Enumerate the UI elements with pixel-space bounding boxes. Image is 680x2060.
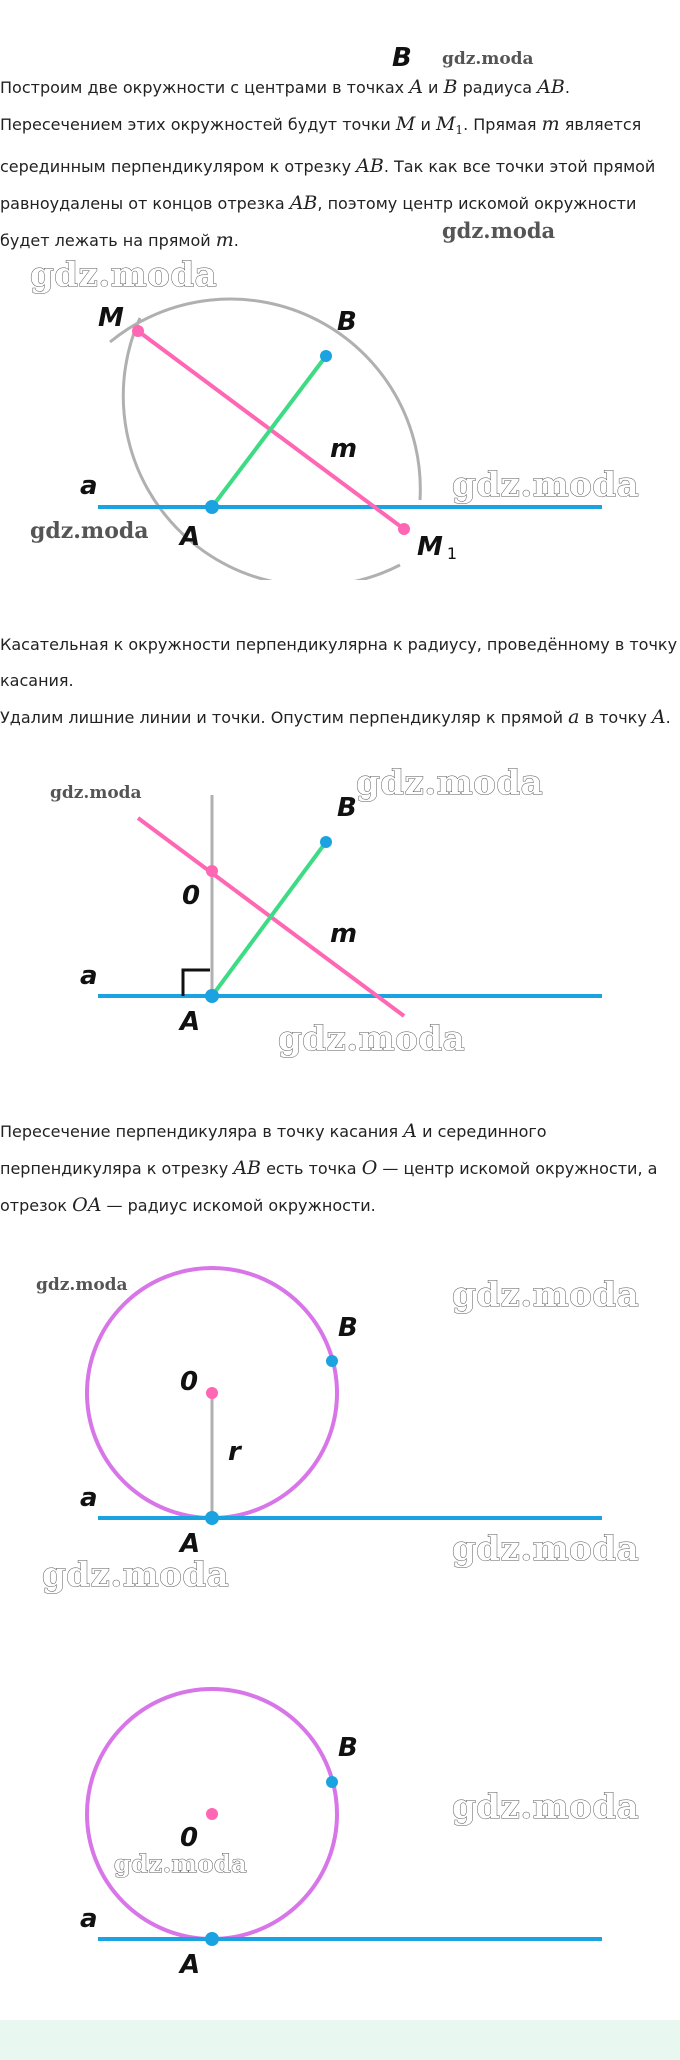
point-o [206, 1387, 218, 1399]
watermark: gdz.moda [36, 1275, 128, 1295]
label-a-point: A [180, 1950, 201, 1980]
label-m1-point: M 1 [417, 532, 458, 563]
label-b-top: B [392, 43, 412, 70]
watermark: gdz.moda [452, 465, 640, 505]
text-line: перпендикуляра к отрезку AB есть точка O — центр искомой окружности, а [0, 1157, 658, 1179]
label-b: B [337, 793, 357, 823]
label-m-point: M [98, 303, 124, 333]
label-a-line: a [80, 471, 98, 501]
top-label-area [0, 0, 680, 70]
watermark: gdz.moda [42, 1555, 230, 1595]
perpendicular-m [212, 842, 326, 996]
label-b: B [338, 1313, 358, 1343]
figure-3 [0, 1250, 680, 1600]
text-line: Удалим лишние линии и точки. Опустим перпендикуляр к прямой a в точку A. [0, 706, 671, 728]
paragraph-tangent [0, 627, 680, 736]
label-a-line: a [80, 961, 98, 991]
paragraph-center [0, 1113, 680, 1224]
point-a [205, 1932, 219, 1946]
figure-4 [0, 1680, 680, 2020]
watermark: gdz.moda [452, 1275, 640, 1315]
text-line: отрезок OA — радиус искомой окружности. [0, 1194, 376, 1216]
label-o: 0 [180, 1823, 199, 1853]
watermark: gdz.moda [452, 1529, 640, 1569]
point-b [326, 1355, 338, 1367]
label-a-line: a [80, 1483, 98, 1513]
label-m-line: m [330, 919, 358, 949]
watermark: gdz.moda [114, 1849, 248, 1878]
label-o: 0 [180, 1367, 199, 1397]
watermark: gdz.moda [30, 255, 218, 295]
figure-2 [0, 760, 680, 1070]
text-line: Построим две окружности с центрами в точках A и B радиуса AB. [0, 76, 570, 98]
watermark-row [0, 214, 680, 244]
watermark: gdz.moda [442, 218, 556, 243]
right-angle-mark [183, 970, 210, 996]
text-line: серединным перпендикуляром к отрезку AB. Так как все точки этой прямой [0, 155, 656, 178]
label-r: r [228, 1437, 241, 1467]
label-m-line: m [330, 434, 358, 464]
text-line: Касательная к окружности перпендикулярна к радиусу, проведённому в точку [0, 635, 678, 654]
footer-bar [0, 2020, 680, 2060]
label-a-point: A [180, 522, 201, 552]
point-m [132, 325, 144, 337]
label-a-line: a [80, 1904, 98, 1934]
text-line: равноудалены от концов отрезка AB, поэтому центр искомой окружности [0, 192, 637, 215]
point-a [205, 1511, 219, 1525]
point-o [206, 1808, 218, 1820]
figure-1 [0, 250, 680, 580]
watermark: gdz.moda [278, 1019, 466, 1059]
watermark: gdz.moda [50, 783, 142, 803]
label-a-point: A [180, 1007, 201, 1037]
label-b: B [337, 307, 357, 337]
point-b [320, 350, 332, 362]
watermark: gdz.moda [452, 1787, 640, 1827]
point-b [320, 836, 332, 848]
text-line: Пересечением этих окружностей будут точки M и $M_1$. Прямая m является [0, 113, 642, 138]
perpendicular-m [212, 356, 326, 507]
arc-right [110, 299, 420, 500]
text-line: будет лежать на прямой m. [0, 229, 239, 252]
point-m1 [398, 523, 410, 535]
label-b: B [338, 1733, 358, 1763]
point-a [205, 989, 219, 1003]
point-b [326, 1776, 338, 1788]
text-line: Пересечение перпендикуляра в точку касания A и серединного [0, 1120, 547, 1142]
label-o: 0 [182, 881, 201, 911]
text-line: касания. [0, 671, 74, 690]
point-o [206, 865, 218, 877]
point-a [205, 500, 219, 514]
arc-left [123, 318, 400, 580]
watermark: gdz.moda [442, 49, 534, 69]
watermark: gdz.moda [356, 763, 544, 803]
label-a-point: A [180, 1529, 201, 1559]
watermark: gdz.moda [30, 518, 149, 544]
